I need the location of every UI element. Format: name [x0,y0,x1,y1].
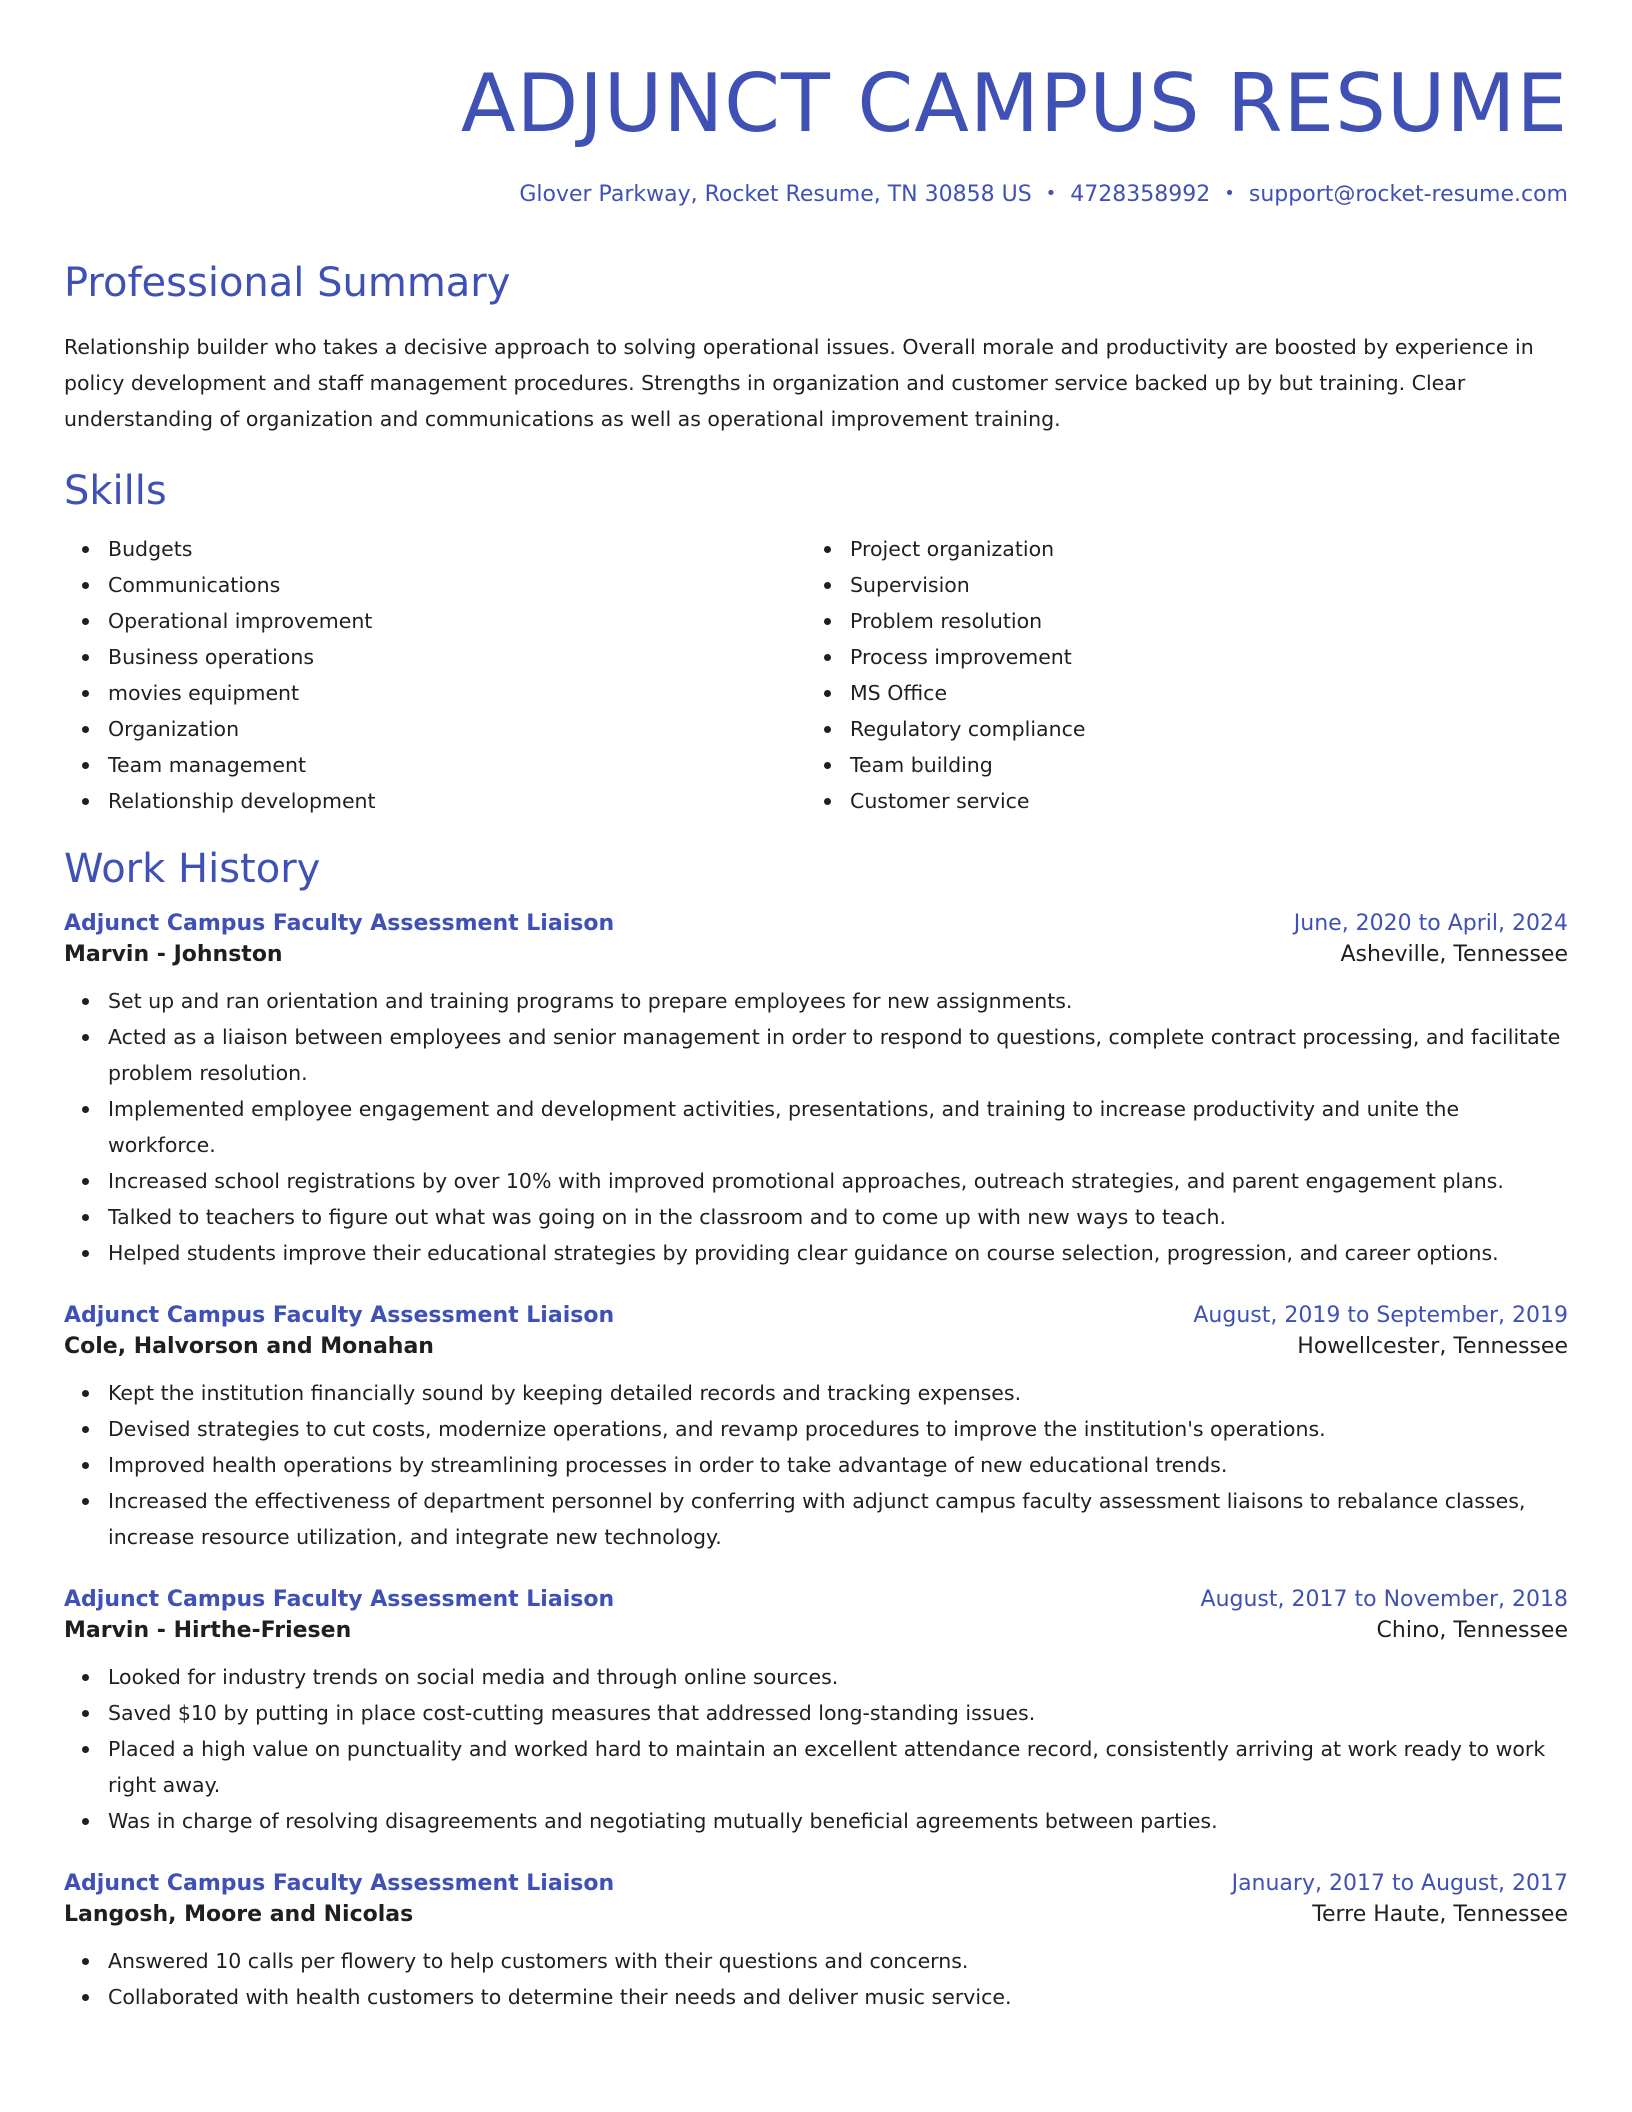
job-bullet: Collaborated with health customers to determine their needs and deliver music service. [108,1979,1568,2015]
job-location: Chino, Tennessee [1376,1618,1568,1643]
summary-heading: Professional Summary [64,260,511,306]
job-company: Marvin - Hirthe-Friesen [64,1618,352,1643]
skill-item: Project organization [850,531,1548,567]
job-bullet: Devised strategies to cut costs, modernize operations, and revamp procedures to improve the institution's operations. [108,1411,1568,1447]
skill-item: Problem resolution [850,603,1548,639]
job-bullet: Acted as a liaison between employees and senior management in order to respond to questions, complete contract processing, and facilitate problem resolution. [108,1019,1568,1091]
job-bullet: Answered 10 calls per flowery to help customers with their questions and concerns. [108,1943,1568,1979]
skill-item: movies equipment [108,675,806,711]
job-entry [64,1587,1568,1839]
skill-item: MS Office [850,675,1548,711]
job-title: Adjunct Campus Faculty Assessment Liaison [64,1303,615,1328]
job-bullet: Kept the institution financially sound by keeping detailed records and tracking expenses. [108,1375,1568,1411]
job-bullet: Helped students improve their educational strategies by providing clear guidance on course selection, progression, and career options. [108,1235,1568,1271]
skill-item: Budgets [108,531,806,567]
skills-column-left [64,531,806,819]
skill-item: Regulatory compliance [850,711,1548,747]
job-bullets [64,983,1568,1271]
job-title: Adjunct Campus Faculty Assessment Liaison [64,911,615,936]
job-location: Asheville, Tennessee [1340,942,1568,967]
contact-separator: • [1224,183,1235,204]
job-bullet: Increased school registrations by over 10% with improved promotional approaches, outreach strategies, and parent engagement plans. [108,1163,1568,1199]
skill-item: Business operations [108,639,806,675]
skill-item: Customer service [850,783,1548,819]
job-bullet: Was in charge of resolving disagreements and negotiating mutually beneficial agreements between parties. [108,1803,1568,1839]
skills-heading: Skills [64,468,167,514]
skill-item: Supervision [850,567,1548,603]
job-bullet: Increased the effectiveness of department personnel by conferring with adjunct campus faculty assessment liaisons to rebalance classes, increase resource utilization, and integrate new technology. [108,1483,1568,1555]
job-entry [64,1303,1568,1555]
summary-text: Relationship builder who takes a decisive approach to solving operational issues. Overall morale and productivity are boosted by experience in policy development and staff management procedures. Strengths in organization and customer service backed up by but training. Clear understanding of organization and communications as well as operational improvement training. [64,335,1534,431]
job-company: Cole, Halvorson and Monahan [64,1334,434,1359]
job-bullet: Talked to teachers to figure out what was going on in the classroom and to come up with new ways to teach. [108,1199,1568,1235]
job-location: Howellcester, Tennessee [1297,1334,1568,1359]
job-bullets [64,1375,1568,1555]
skill-item: Team building [850,747,1548,783]
resume-page [64,0,1568,2015]
job-bullets [64,1659,1568,1839]
job-company: Langosh, Moore and Nicolas [64,1902,414,1927]
contact-email[interactable]: support@rocket-resume.com [1248,182,1568,207]
job-location: Terre Haute, Tennessee [1312,1902,1568,1927]
job-bullet: Looked for industry trends on social media and through online sources. [108,1659,1568,1695]
job-dates: August, 2019 to September, 2019 [1193,1303,1568,1328]
job-bullets [64,1943,1568,2015]
skill-item: Process improvement [850,639,1548,675]
job-dates: August, 2017 to November, 2018 [1200,1587,1568,1612]
skill-item: Team management [108,747,806,783]
job-bullet: Saved $10 by putting in place cost-cutting measures that addressed long-standing issues. [108,1695,1568,1731]
resume-name: ADJUNCT CAMPUS RESUME [460,57,1568,150]
job-bullet: Placed a high value on punctuality and worked hard to maintain an excellent attendance record, consistently arriving at work ready to work right away. [108,1731,1568,1803]
job-dates: January, 2017 to August, 2017 [1231,1871,1568,1896]
contact-phone: 4728358992 [1070,182,1211,207]
skills-list [64,531,1568,819]
contact-address: Glover Parkway, Rocket Resume, TN 30858 US [519,182,1032,207]
skill-item: Operational improvement [108,603,806,639]
skill-item: Relationship development [108,783,806,819]
job-dates: June, 2020 to April, 2024 [1293,911,1568,936]
job-entry [64,911,1568,1271]
job-title: Adjunct Campus Faculty Assessment Liaison [64,1871,615,1896]
job-entry [64,1871,1568,2015]
job-bullet: Implemented employee engagement and development activities, presentations, and training to increase productivity and unite the workforce. [108,1091,1568,1163]
work-history-heading: Work History [64,846,321,892]
contact-separator: • [1045,183,1057,204]
job-company: Marvin - Johnston [64,942,283,967]
skills-column-right [806,531,1548,819]
contact-line [64,182,1568,207]
skill-item: Organization [108,711,806,747]
skill-item: Communications [108,567,806,603]
job-bullet: Set up and ran orientation and training programs to prepare employees for new assignments. [108,983,1568,1019]
job-title: Adjunct Campus Faculty Assessment Liaison [64,1587,615,1612]
job-bullet: Improved health operations by streamlining processes in order to take advantage of new educational trends. [108,1447,1568,1483]
